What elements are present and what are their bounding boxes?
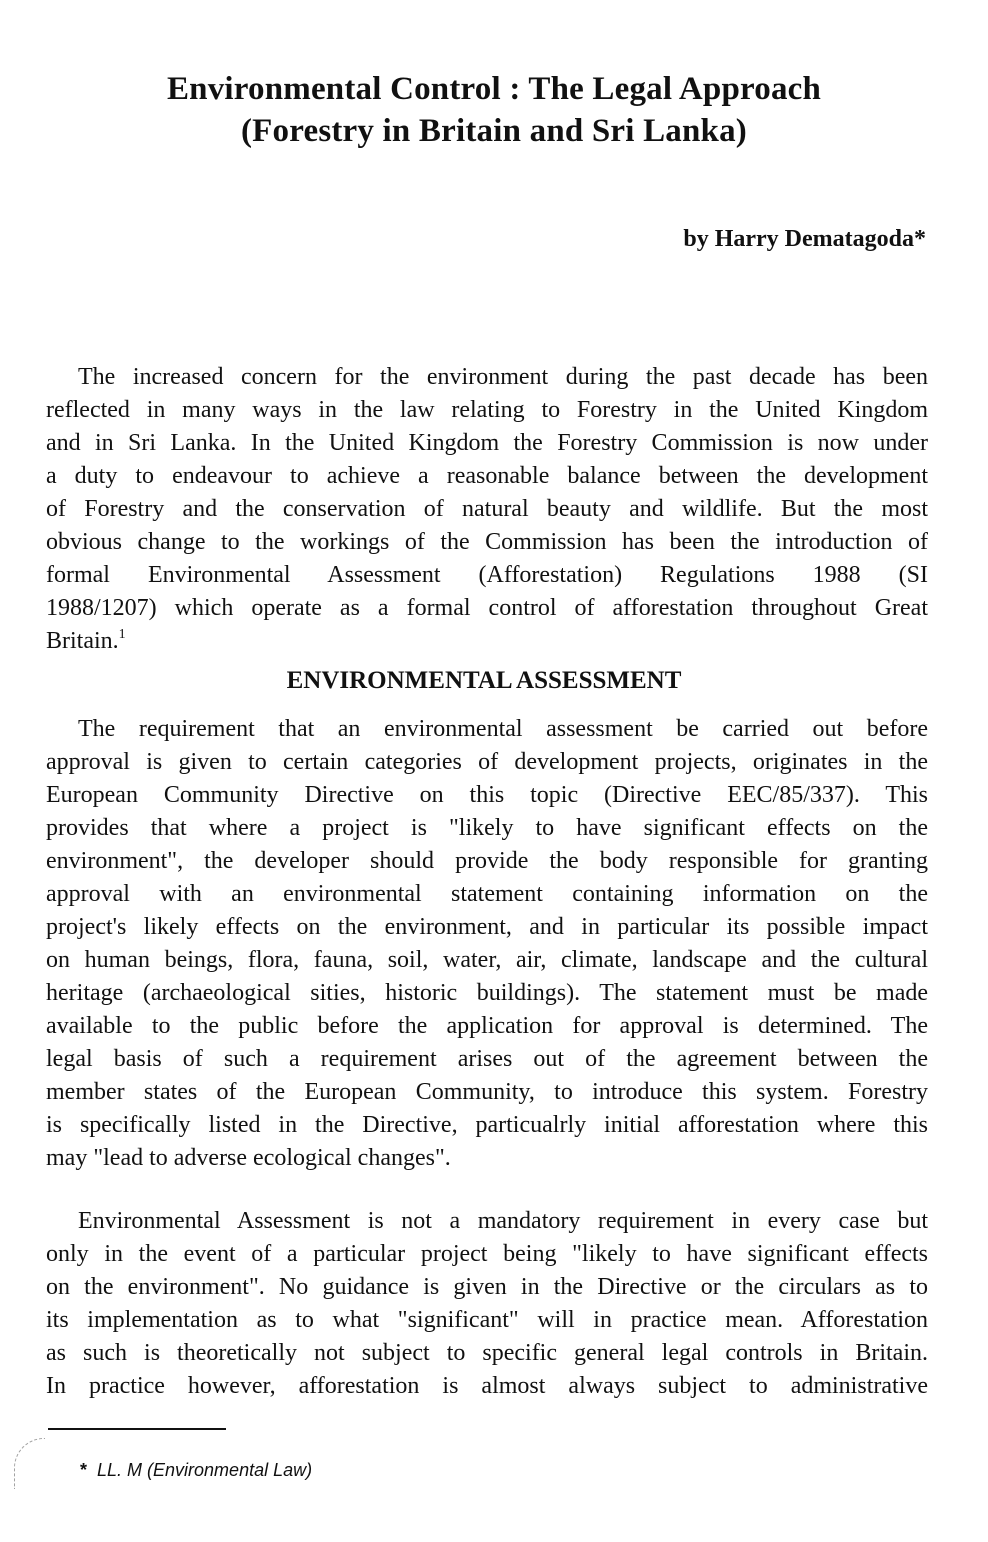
text-line: project's likely effects on the environment, and in particular its possible impact	[46, 914, 928, 940]
title-line-2: (Forestry in Britain and Sri Lanka)	[240, 113, 747, 149]
text-line: is specifically listed in the Directive, particualrly initial afforestation where this	[46, 1112, 928, 1138]
text-line: member states of the European Community, to introduce this system. Forestry	[46, 1079, 928, 1105]
text-line: Environmental Assessment is not a mandatory requirement in every case but	[78, 1208, 928, 1234]
text-line: on the environment". No guidance is given in the Directive or the circulars as to	[46, 1274, 928, 1300]
title-line-1: Environmental Control : The Legal Approach	[166, 71, 822, 107]
text-line: may "lead to adverse ecological changes".	[46, 1145, 451, 1171]
text-line: environment", the developer should provide the body responsible for granting	[46, 848, 928, 874]
author-byline: by Harry Dematagoda*	[683, 226, 926, 252]
text-line: The increased concern for the environment during the past decade has been	[78, 364, 928, 390]
text-line: approval with an environmental statement containing information on the	[46, 881, 928, 907]
text-line: Britain.	[46, 628, 119, 654]
text-line: legal basis of such a requirement arises out of the agreement between the	[46, 1046, 928, 1072]
text-line: a duty to endeavour to achieve a reasonable balance between the development	[46, 463, 928, 489]
text-line: as such is theoretically not subject to specific general legal controls in Britain.	[46, 1340, 928, 1366]
text-line: only in the event of a particular project being "likely to have significant effects	[46, 1241, 928, 1267]
article-title	[0, 68, 988, 152]
text-line: available to the public before the application for approval is determined. The	[46, 1013, 928, 1039]
text-line: reflected in many ways in the law relating to Forestry in the United Kingdom	[46, 397, 928, 423]
text-line: European Community Directive on this topic (Directive EEC/85/337). This	[46, 782, 928, 808]
text-line: The requirement that an environmental assessment be carried out before	[78, 716, 928, 742]
text-line: of Forestry and the conservation of natural beauty and wildlife. But the most	[46, 496, 928, 522]
text-line: its implementation as to what "significant" will in practice mean. Afforestation	[46, 1307, 928, 1333]
text-line: 1988/1207) which operate as a formal control of afforestation throughout Great	[46, 595, 928, 621]
text-line: In practice however, afforestation is almost always subject to administrative	[46, 1373, 928, 1399]
text-line: on human beings, flora, fauna, soil, water, air, climate, landscape and the cultural	[46, 947, 928, 973]
footnote-text: LL. M (Environmental Law)	[97, 1460, 313, 1480]
paragraph-3	[46, 1205, 928, 1403]
text-line: formal Environmental Assessment (Afforestation) Regulations 1988 (SI	[46, 562, 928, 588]
footnote-divider	[48, 1428, 226, 1430]
scan-artifact-mark	[14, 1438, 45, 1489]
section-heading: ENVIRONMENTAL ASSESSMENT	[286, 667, 682, 694]
text-line-final	[46, 625, 928, 658]
text-line: and in Sri Lanka. In the United Kingdom the Forestry Commission is now under	[46, 430, 928, 456]
text-line: provides that where a project is "likely to have significant effects on the	[46, 815, 928, 841]
footnote-reference[interactable]: 1	[118, 627, 126, 642]
text-line: approval is given to certain categories of development projects, originates in the	[46, 749, 928, 775]
text-line: heritage (archaeological sities, historic buildings). The statement must be made	[46, 980, 928, 1006]
footnote	[80, 1460, 312, 1481]
paragraph-2	[46, 713, 928, 1175]
footnote-marker: *	[80, 1460, 88, 1480]
intro-paragraph	[46, 361, 928, 658]
text-line: obvious change to the workings of the Commission has been the introduction of	[46, 529, 928, 555]
